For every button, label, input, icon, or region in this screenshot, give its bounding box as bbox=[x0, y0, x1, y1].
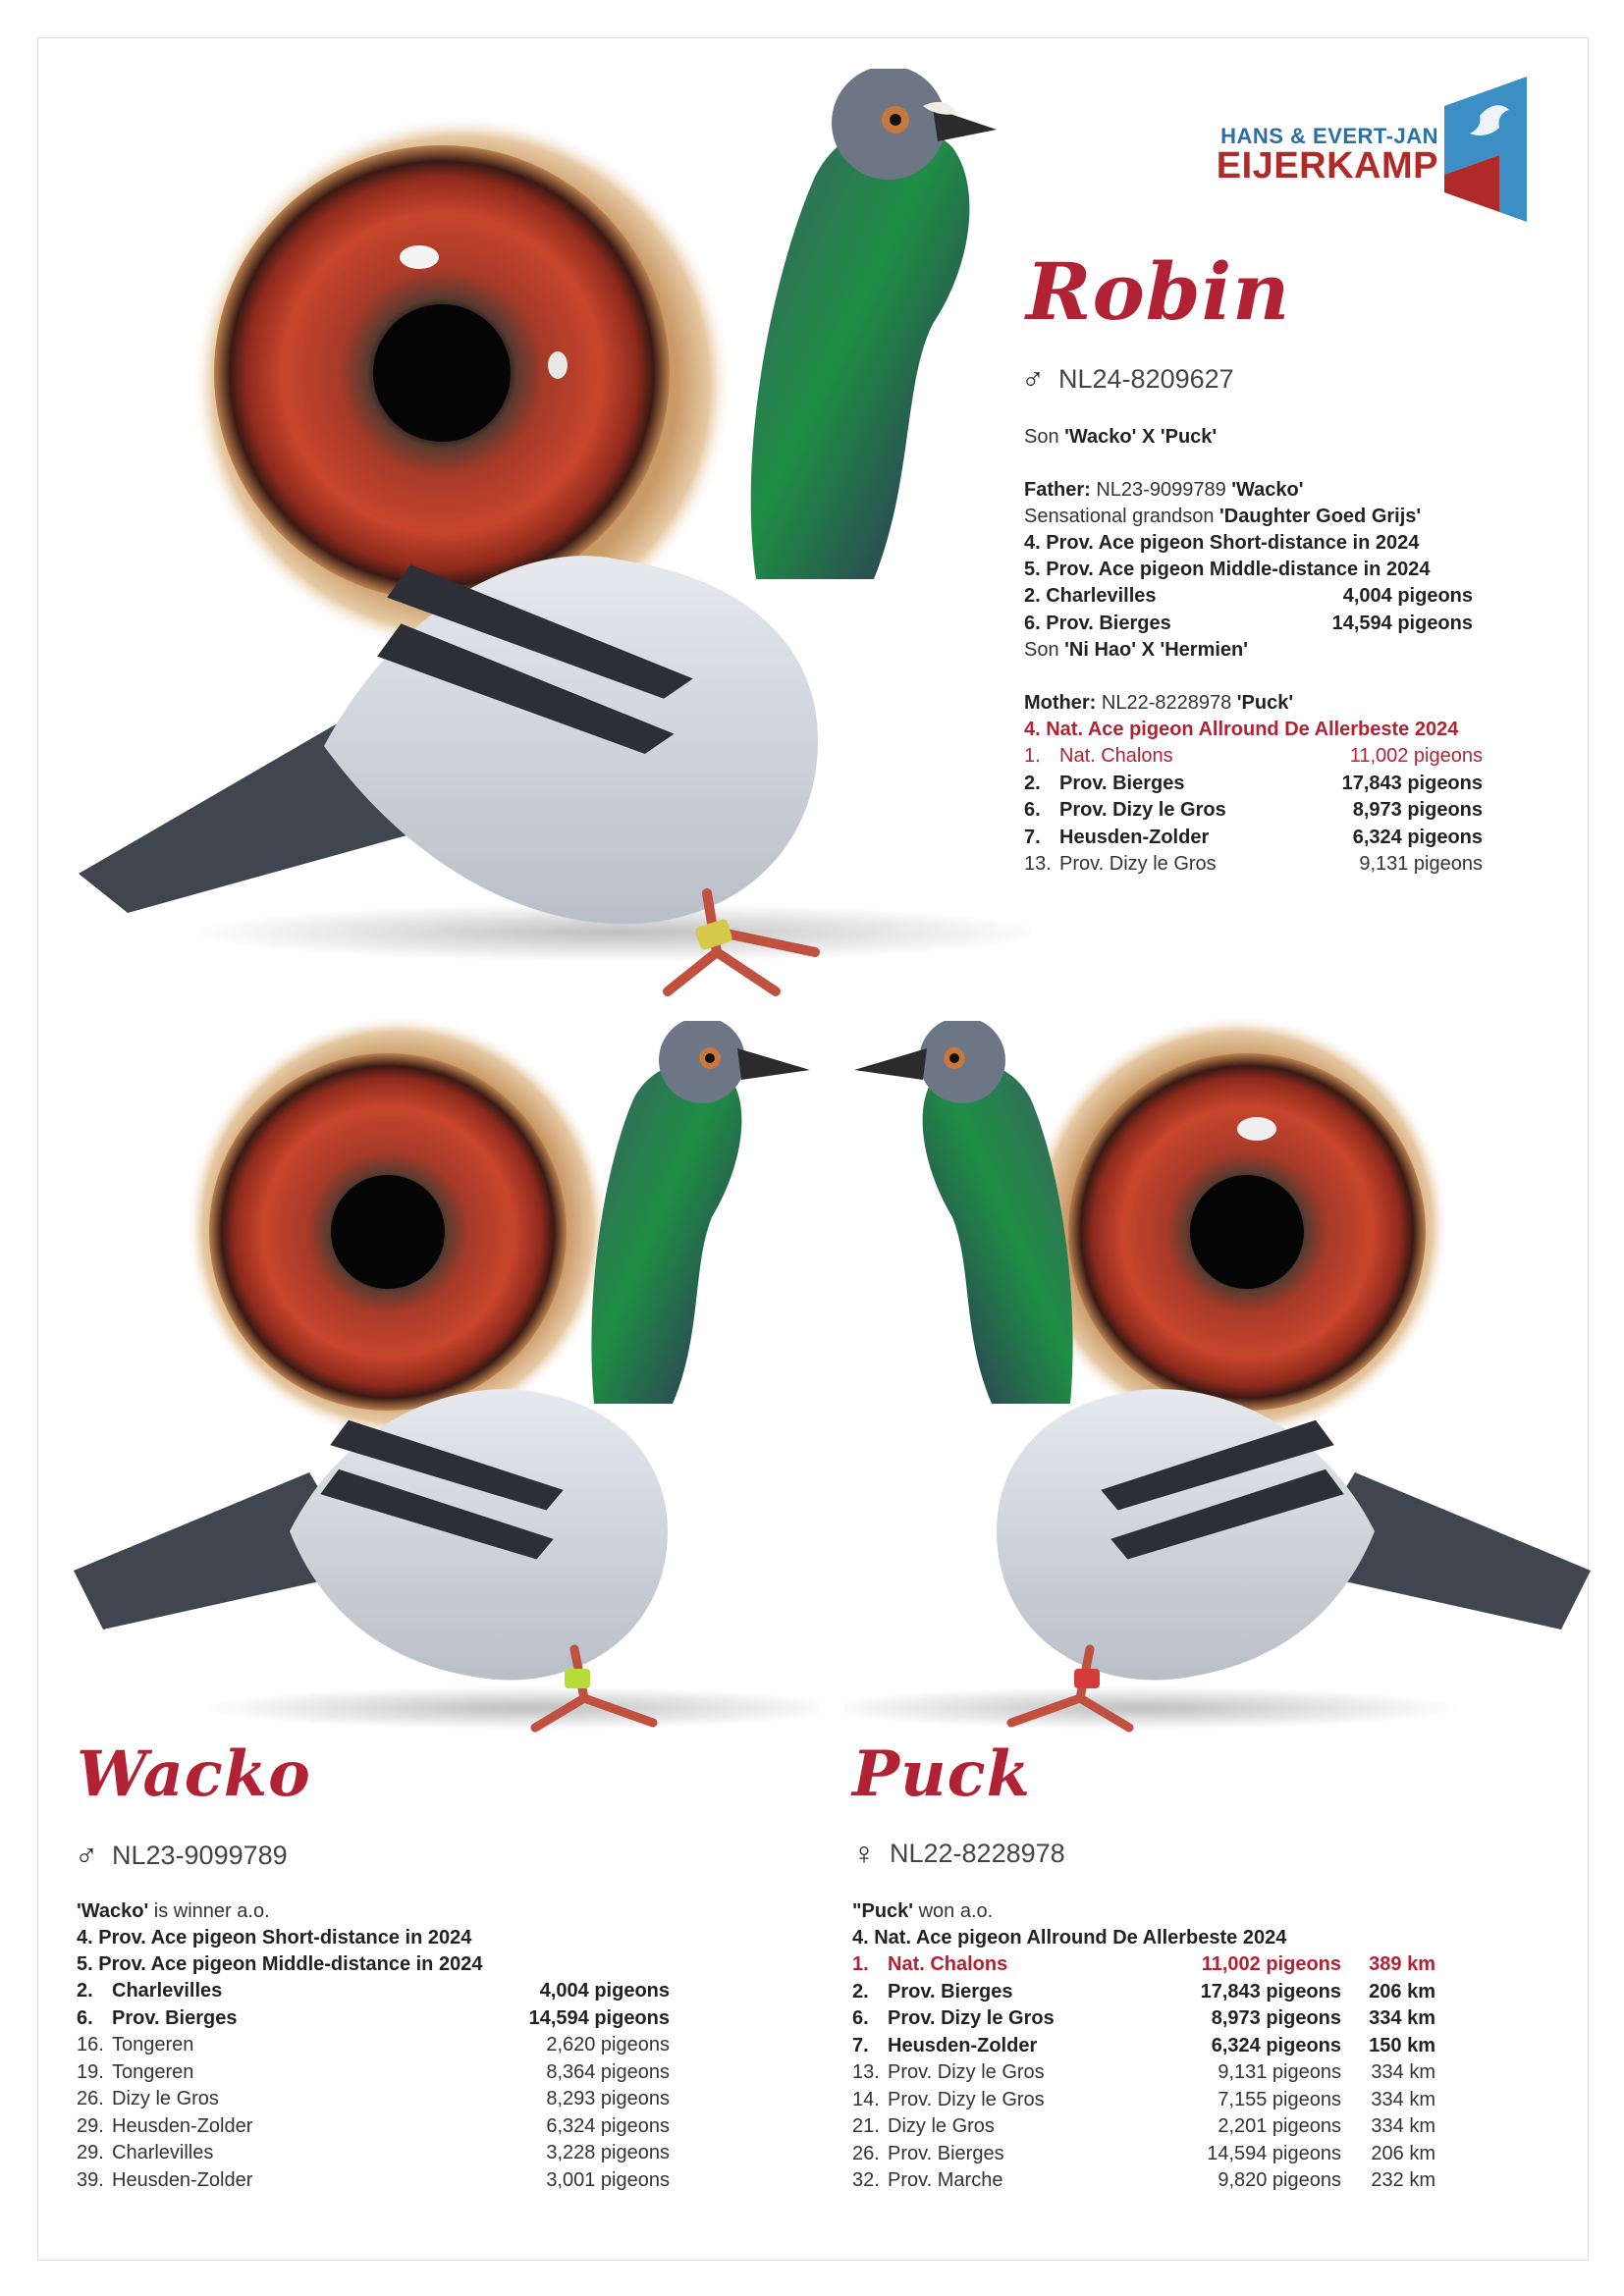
result-row bbox=[852, 2167, 1435, 2195]
result-rank: 29. bbox=[77, 2142, 104, 2163]
result-pigeons: 9,820 pigeons bbox=[1218, 2169, 1341, 2191]
result-row bbox=[77, 2005, 670, 2033]
result-rank: 7. bbox=[1024, 826, 1041, 848]
result-place: Heusden-Zolder bbox=[1059, 826, 1210, 848]
result-pigeons: 2,620 pigeons bbox=[546, 2034, 670, 2056]
result-row bbox=[852, 2059, 1435, 2087]
male-symbol-icon: ♂ bbox=[75, 1838, 98, 1873]
robin-mother: Mother: NL22-8228978 'Puck' bbox=[1024, 692, 1294, 714]
result-row bbox=[852, 1979, 1435, 2006]
result-rank: 2. bbox=[852, 1980, 869, 2002]
result-row bbox=[1024, 743, 1483, 771]
result-row bbox=[852, 2033, 1435, 2060]
result-distance: 206 km bbox=[1369, 1980, 1435, 2002]
result-row bbox=[1024, 851, 1483, 879]
robin-father: Father: NL23-9099789 'Wacko' bbox=[1024, 479, 1304, 501]
wacko-ring-row bbox=[75, 1838, 288, 1874]
result-distance: 150 km bbox=[1369, 2034, 1435, 2056]
result-place: Heusden-Zolder bbox=[888, 2034, 1038, 2056]
result-place: Dizy le Gros bbox=[112, 2088, 219, 2109]
result-place: Nat. Chalons bbox=[888, 1953, 1008, 1975]
result-row bbox=[77, 2059, 670, 2087]
result-row bbox=[77, 2140, 670, 2167]
result-row bbox=[852, 1951, 1435, 1979]
logo-line1: HANS & EVERT-JAN bbox=[1220, 124, 1438, 148]
result-row bbox=[1024, 825, 1483, 852]
result-pigeons: 6,324 pigeons bbox=[1352, 826, 1483, 848]
male-symbol-icon: ♂ bbox=[1021, 361, 1045, 397]
result-rank: 7. bbox=[852, 2034, 869, 2056]
result-rank: 19. bbox=[77, 2060, 104, 2083]
result-place: Prov. Dizy le Gros bbox=[888, 2061, 1045, 2083]
result-rank: 39. bbox=[77, 2168, 104, 2191]
result-row bbox=[852, 2087, 1435, 2114]
result-row bbox=[1024, 797, 1483, 825]
result-row bbox=[852, 2005, 1435, 2033]
result-pigeons: 8,364 pigeons bbox=[546, 2060, 670, 2083]
puck-results-block bbox=[852, 1898, 1435, 2195]
result-place: Prov. Dizy le Gros bbox=[888, 2088, 1045, 2110]
result-row bbox=[852, 2141, 1435, 2168]
result-rank: 16. bbox=[77, 2034, 104, 2056]
result-place: Tongeren bbox=[112, 2034, 194, 2056]
result-pigeons: 2,201 pigeons bbox=[1218, 2115, 1341, 2137]
wacko-ring-number: NL23-9099789 bbox=[112, 1841, 288, 1870]
wacko-title: 5. Prov. Ace pigeon Middle-distance in 2024 bbox=[77, 1953, 483, 1975]
robin-father-result: 2. Charlevilles 4,004 pigeons bbox=[1024, 585, 1473, 607]
result-rank: 6. bbox=[1024, 799, 1041, 821]
female-symbol-icon: ♀ bbox=[852, 1836, 876, 1871]
result-place: Nat. Chalons bbox=[1059, 745, 1173, 767]
result-rank: 2. bbox=[1024, 772, 1041, 794]
robin-ring-row bbox=[1021, 361, 1234, 398]
result-distance: 232 km bbox=[1371, 2169, 1435, 2191]
puck-ring-number: NL22-8228978 bbox=[890, 1839, 1065, 1868]
robin-name: Robin bbox=[1026, 245, 1291, 338]
result-place: Heusden-Zolder bbox=[112, 2168, 253, 2191]
wacko-results-block bbox=[77, 1898, 670, 2194]
result-place: Prov. Bierges bbox=[1059, 772, 1185, 794]
result-pigeons: 9,131 pigeons bbox=[1218, 2061, 1341, 2083]
result-rank: 29. bbox=[77, 2114, 104, 2137]
result-row bbox=[77, 2086, 670, 2113]
result-pigeons: 14,594 pigeons bbox=[1207, 2142, 1341, 2164]
result-rank: 6. bbox=[852, 2007, 869, 2029]
robin-parentage: Son 'Wacko' X 'Puck' bbox=[1024, 426, 1218, 448]
wacko-title: 4. Prov. Ace pigeon Short-distance in 2024 bbox=[77, 1927, 472, 1949]
result-rank: 13. bbox=[1024, 853, 1052, 875]
result-pigeons: 8,973 pigeons bbox=[1352, 799, 1483, 821]
eijerkamp-logo[interactable] bbox=[1183, 77, 1532, 224]
logo-pigeon-emblem-icon bbox=[1440, 77, 1531, 222]
result-distance: 334 km bbox=[1371, 2061, 1435, 2083]
wacko-intro: 'Wacko' is winner a.o. bbox=[77, 1900, 270, 1922]
result-pigeons: 7,155 pigeons bbox=[1218, 2088, 1341, 2110]
result-rank: 26. bbox=[77, 2088, 104, 2109]
result-pigeons: 8,973 pigeons bbox=[1211, 2007, 1341, 2029]
robin-pedigree bbox=[1024, 424, 1515, 879]
result-pigeons: 17,843 pigeons bbox=[1200, 1980, 1341, 2002]
wacko-name: Wacko bbox=[77, 1737, 311, 1811]
result-pigeons: 8,293 pigeons bbox=[546, 2088, 670, 2109]
result-rank: 1. bbox=[1024, 745, 1041, 767]
puck-name: Puck bbox=[852, 1737, 1031, 1811]
result-rank: 2. bbox=[77, 1980, 93, 2002]
result-pigeons: 3,228 pigeons bbox=[546, 2142, 670, 2163]
robin-pigeon-image bbox=[69, 69, 1031, 1011]
result-rank: 13. bbox=[852, 2061, 880, 2083]
robin-mother-title: 4. Nat. Ace pigeon Allround De Allerbeste 2024 bbox=[1024, 719, 1459, 740]
result-rank: 1. bbox=[852, 1953, 869, 1975]
wacko-pigeon-image bbox=[74, 1021, 820, 1747]
result-rank: 21. bbox=[852, 2115, 880, 2137]
result-pigeons: 6,324 pigeons bbox=[1211, 2034, 1341, 2056]
result-pigeons: 11,002 pigeons bbox=[1201, 1953, 1341, 1975]
result-distance: 334 km bbox=[1371, 2088, 1435, 2110]
result-place: Prov. Bierges bbox=[112, 2006, 238, 2029]
robin-father-title: 5. Prov. Ace pigeon Middle-distance in 2024 bbox=[1024, 559, 1431, 580]
result-place: Prov. Dizy le Gros bbox=[1059, 853, 1217, 875]
puck-title: 4. Nat. Ace pigeon Allround De Allerbeste 2024 bbox=[852, 1927, 1287, 1949]
puck-results bbox=[852, 1951, 1435, 2195]
result-row bbox=[852, 2113, 1435, 2141]
result-place: Tongeren bbox=[112, 2060, 194, 2083]
result-rank: 26. bbox=[852, 2142, 880, 2164]
result-place: Prov. Dizy le Gros bbox=[888, 2007, 1055, 2029]
result-rank: 14. bbox=[852, 2088, 880, 2110]
result-pigeons: 9,131 pigeons bbox=[1359, 853, 1483, 875]
puck-ring-row bbox=[852, 1836, 1065, 1872]
result-row bbox=[77, 2113, 670, 2141]
result-place: Charlevilles bbox=[112, 2142, 214, 2163]
result-pigeons: 17,843 pigeons bbox=[1341, 772, 1483, 794]
result-pigeons: 3,001 pigeons bbox=[546, 2168, 670, 2191]
robin-father-desc: Sensational grandson 'Daughter Goed Grijs' bbox=[1024, 506, 1422, 527]
logo-line2: EIJERKAMP bbox=[1216, 145, 1438, 187]
result-rank: 6. bbox=[77, 2006, 93, 2029]
robin-ring-number: NL24-8209627 bbox=[1058, 364, 1234, 394]
result-place: Dizy le Gros bbox=[888, 2115, 995, 2137]
result-place: Charlevilles bbox=[112, 1980, 223, 2002]
result-row bbox=[1024, 771, 1483, 798]
result-distance: 334 km bbox=[1369, 2007, 1435, 2029]
result-pigeons: 4,004 pigeons bbox=[539, 1980, 670, 2002]
result-pigeons: 6,324 pigeons bbox=[546, 2114, 670, 2137]
result-pigeons: 11,002 pigeons bbox=[1349, 745, 1483, 767]
puck-pigeon-image bbox=[844, 1021, 1591, 1747]
result-rank: 32. bbox=[852, 2169, 880, 2191]
result-place: Prov. Marche bbox=[888, 2169, 1003, 2191]
result-distance: 334 km bbox=[1371, 2115, 1435, 2137]
result-distance: 389 km bbox=[1369, 1953, 1435, 1975]
result-row bbox=[77, 2167, 670, 2195]
result-place: Prov. Dizy le Gros bbox=[1059, 799, 1226, 821]
puck-intro: "Puck' won a.o. bbox=[852, 1900, 994, 1922]
result-distance: 206 km bbox=[1371, 2142, 1435, 2164]
result-row bbox=[77, 2032, 670, 2059]
result-row bbox=[77, 1978, 670, 2005]
robin-father-title: 4. Prov. Ace pigeon Short-distance in 2024 bbox=[1024, 532, 1420, 554]
result-place: Prov. Bierges bbox=[888, 2142, 1004, 2164]
result-place: Prov. Bierges bbox=[888, 1980, 1013, 2002]
result-pigeons: 14,594 pigeons bbox=[528, 2006, 670, 2029]
result-place: Heusden-Zolder bbox=[112, 2114, 253, 2137]
robin-father-result: 6. Prov. Bierges 14,594 pigeons bbox=[1024, 612, 1473, 634]
wacko-results bbox=[77, 1978, 670, 2194]
robin-mother-results bbox=[1024, 743, 1483, 879]
robin-father-parents: Son 'Ni Hao' X 'Hermien' bbox=[1024, 639, 1249, 661]
